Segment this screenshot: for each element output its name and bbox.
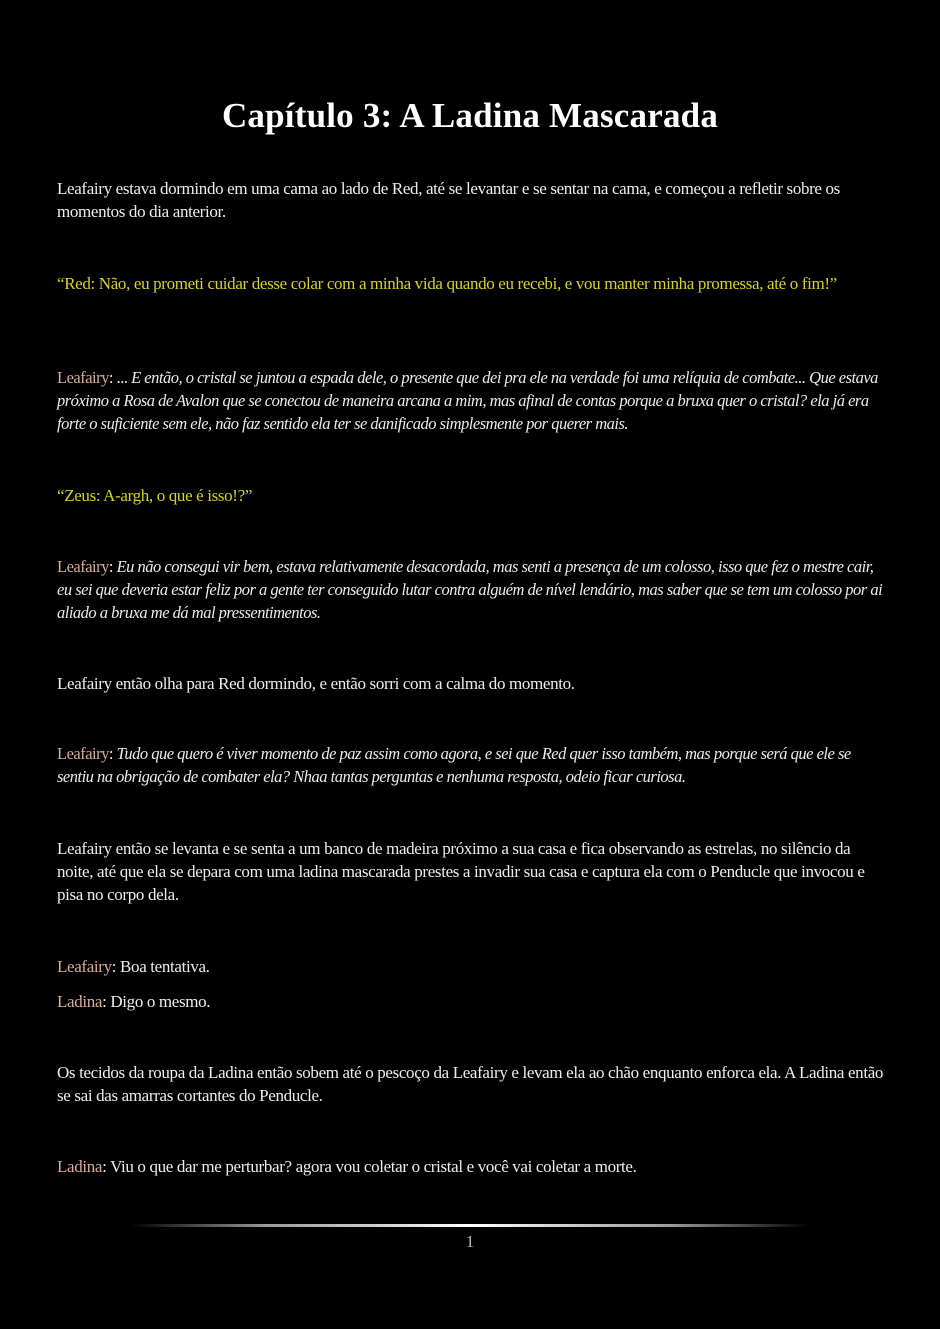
dialogue-line — [57, 1155, 887, 1178]
paragraph-quote-zeus: “Zeus: A-argh, o que é isso!?” — [57, 486, 253, 505]
speaker-colon: : — [108, 557, 117, 576]
speaker-colon: : ... — [108, 368, 132, 387]
paragraph-leafairy-thought — [57, 366, 887, 435]
dialogue-text: : Boa tentativa. — [111, 957, 210, 976]
dialogue-text: : Viu o que dar me perturbar? agora vou coletar o cristal e você vai coletar a morte. — [102, 1157, 637, 1176]
footer-divider — [130, 1224, 810, 1227]
dialogue-line — [57, 990, 887, 1013]
paragraph-narration: Leafairy então se levanta e se senta a um banco de madeira próximo a sua casa e fica observando as estrelas, no silêncio da noite, até que ela se depara com uma ladina mascarada prestes a invadir sua casa e captura ela com o Penducle que invocou e pisa no corpo dela. — [57, 839, 865, 904]
speaker-name: Ladina — [57, 992, 103, 1011]
dialogue-line — [57, 955, 887, 978]
speaker-name: Leafairy — [57, 557, 109, 576]
chapter-title: Capítulo 3: A Ladina Mascarada — [221, 96, 719, 135]
dialogue-text: : Digo o mesmo. — [102, 992, 211, 1011]
paragraph-narration: Os tecidos da roupa da Ladina então sobem até o pescoço da Leafairy e levam ela ao chão enquanto enforca ela. A Ladina então se sai das amarras cortantes do Penducle. — [57, 1063, 884, 1105]
speaker-name: Ladina — [57, 1157, 103, 1176]
thought-text: Eu não consegui vir bem, estava relativamente desacordada, mas senti a presença de um colosso, isso que fez o mestre cair, eu sei que deveria estar feliz por a gente ter conseguido lutar contra alguém de nível lendário, mas saber que se tem um colosso por ai aliado a bruxa me dá mal pressentimentos. — [57, 557, 883, 622]
paragraph-leafairy-thought — [57, 742, 887, 788]
paragraph-narration: Leafairy estava dormindo em uma cama ao lado de Red, até se levantar e se sentar na cama, e começou a refletir sobre os momentos do dia anterior. — [57, 179, 840, 221]
speaker-name: Leafairy — [57, 957, 112, 976]
page-number: 1 — [465, 1232, 475, 1251]
speaker-colon: : — [108, 744, 117, 763]
paragraph-leafairy-thought — [57, 555, 887, 624]
paragraph-narration: Leafairy então olha para Red dormindo, e então sorri com a calma do momento. — [57, 674, 575, 693]
paragraph-quote-red: “Red: Não, eu prometi cuidar desse colar com a minha vida quando eu recebi, e vou manter minha promessa, até o fim!” — [57, 274, 837, 293]
thought-text: Tudo que quero é viver momento de paz assim como agora, e sei que Red quer isso também, mas porque será que ele se sentiu na obrigação de combater ela? Nhaa tantas perguntas e nenhuma resposta, odeio ficar curiosa. — [57, 744, 851, 786]
speaker-name: Leafairy — [57, 368, 109, 387]
thought-text: E então, o cristal se juntou a espada dele, o presente que dei pra ele na verdade foi uma relíquia de combate... Que estava próximo a Rosa de Avalon que se conectou de maneira arcana a mim, mas afinal de contas porque a bruxa quer o cristal? ela já era forte o suficiente sem ele, não faz sentido ela ter se danificado simplesmente por querer mais. — [57, 368, 878, 433]
speaker-name: Leafairy — [57, 744, 109, 763]
